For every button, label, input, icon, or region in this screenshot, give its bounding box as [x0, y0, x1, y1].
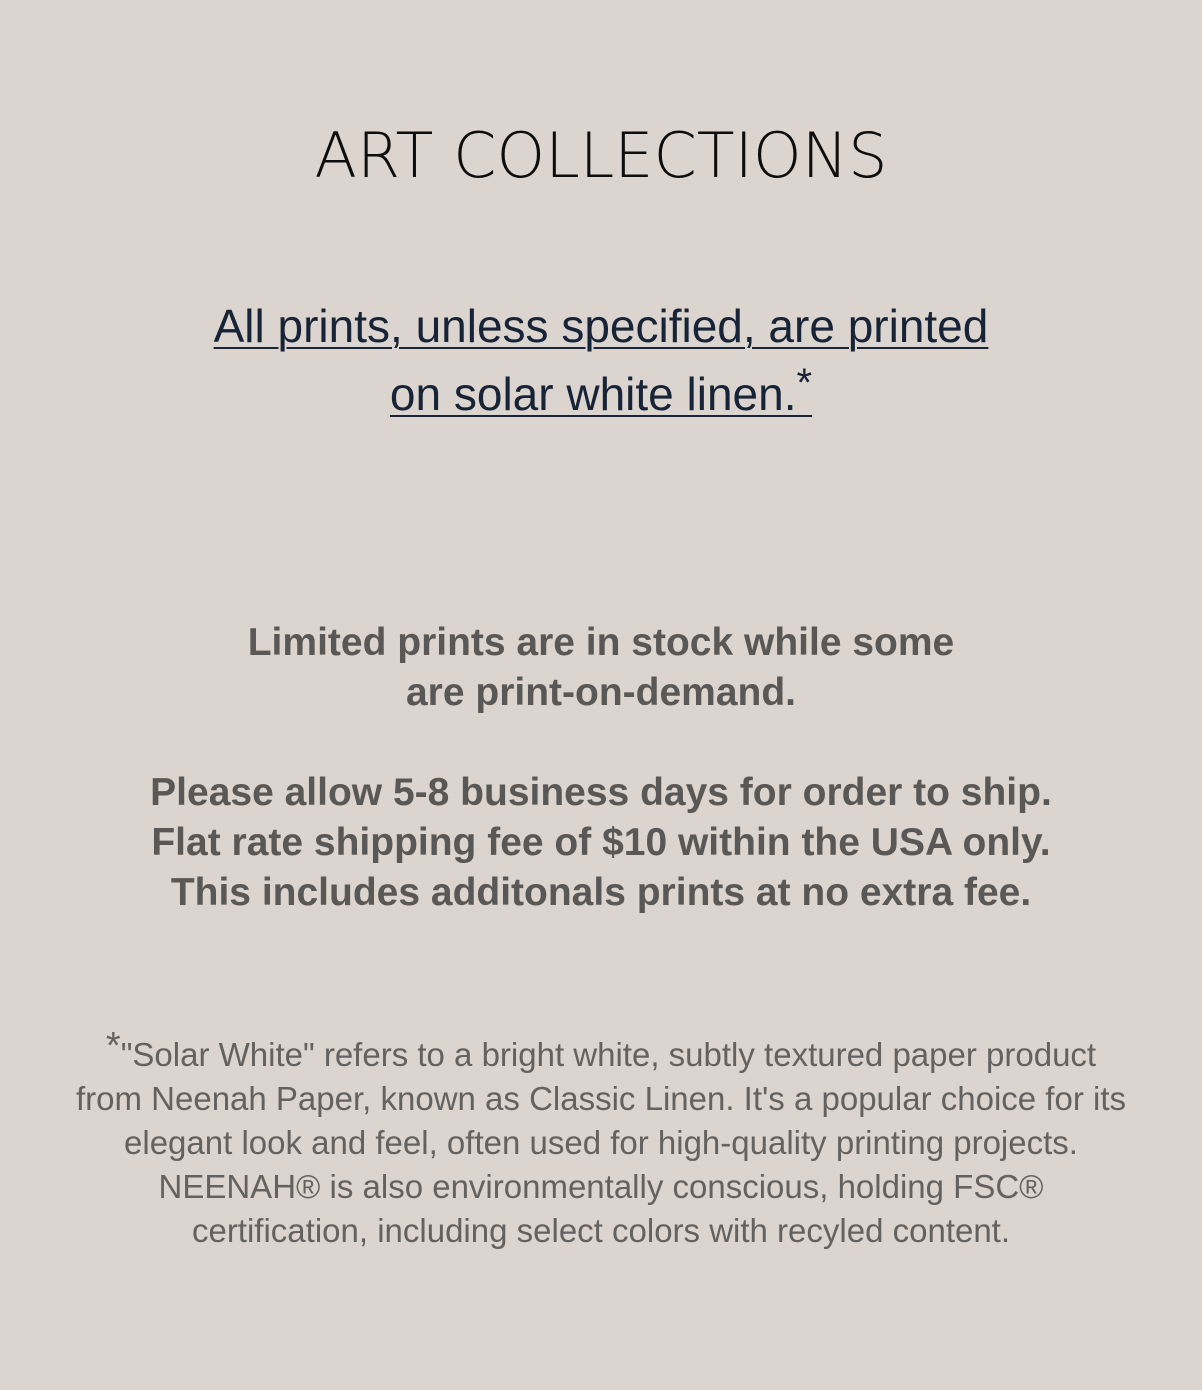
footnote-text: "Solar White" refers to a bright white, subtly textured paper product from Neenah Paper, known as Classic Linen. It's a popular choice for its elegant look and feel, often used for high-quality printing projects. NEENAH® is also environmentally conscious, holding FSC® certification, including select colors with recyled content. [75, 1036, 1126, 1249]
shipping-info [60, 768, 1142, 918]
solar-white-footnote [70, 1025, 1132, 1253]
linen-notice [150, 292, 1052, 431]
footnote-asterisk: * [105, 1025, 121, 1067]
linen-notice-line-2: on solar white linen. [389, 368, 797, 420]
shipping-info-line-2: Flat rate shipping fee of $10 within the USA only. [151, 821, 1051, 864]
page-title: ART COLLECTIONS [314, 119, 888, 192]
shipping-info-line-3: This includes additonals prints at no extra fee. [170, 871, 1032, 914]
stock-info-line-1: Limited prints are in stock while some [247, 621, 955, 664]
linen-notice-link[interactable] [150, 292, 1052, 420]
stock-info-line-2: are print-on-demand. [405, 671, 797, 714]
stock-info [80, 618, 1122, 718]
asterisk-mark: * [796, 361, 813, 405]
shipping-info-line-1: Please allow 5-8 business days for order to ship. [150, 771, 1052, 814]
linen-notice-line-1: All prints, unless specified, are printed [213, 300, 989, 352]
